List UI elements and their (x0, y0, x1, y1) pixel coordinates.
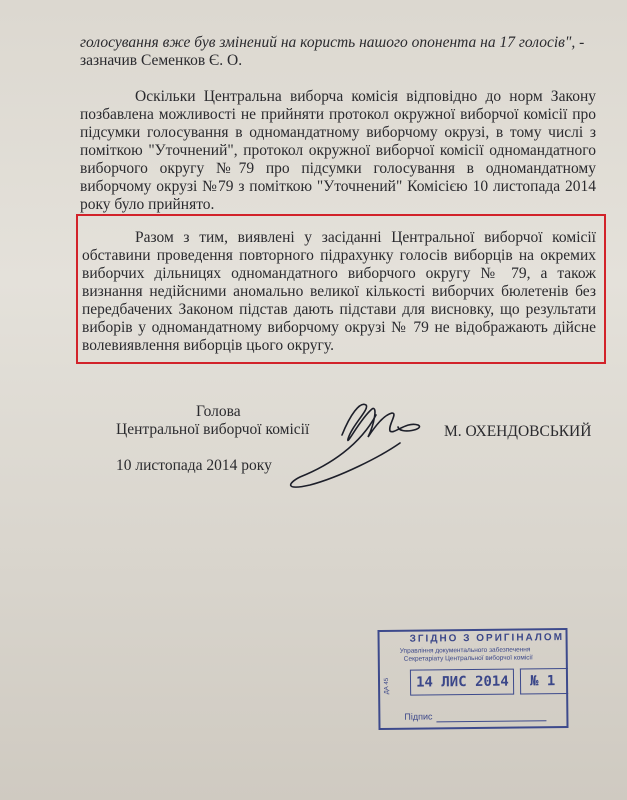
stamp-line-2: Секретаріату Центральної виборчої комісії (403, 654, 533, 663)
para1-line-7: року було прийнято. (80, 196, 215, 213)
para1-line-4: поміткою "Уточнений", протокол окружної виборчої комісії одномандатного (80, 142, 596, 159)
stamp-date: 14 ЛИС 2014 (415, 673, 509, 691)
para2-line-1: Разом з тим, виявлені у засіданні Центральної виборчої комісії (135, 229, 596, 246)
signatory-organization: Центральної виборчої комісії (116, 421, 310, 438)
stamp-signature-label: Підпис (404, 711, 433, 722)
para1-line-2: позбавлена можливості не прийняти протокол окружної виборчої комісії про (80, 106, 596, 123)
para2-line-2: обставини проведення повторного підрахунку голосів виборців на окремих (82, 247, 596, 264)
certification-stamp (377, 628, 568, 730)
para2-line-7: волевиявлення виборців цього округу. (82, 337, 334, 354)
para2-line-6: виборів у одномандатному виборчому окрузі № 79 не відображають дійсне (82, 319, 596, 336)
para1-line-6: виборчому окрузі №79 з поміткою "Уточнений" Комісією 10 листопада 2014 (80, 178, 596, 195)
signatory-name: М. ОХЕНДОВСЬКИЙ (444, 423, 592, 440)
para1-line-3: підсумки голосування в одномандатному виборчому окрузі, в тому числі з (80, 124, 596, 141)
stamp-side-code: ДА 45 (383, 677, 391, 695)
para2-line-4: визнання недійсними аномально великої кількості виборчих бюлетенів без (82, 283, 596, 300)
stamp-line-1: Управління документального забезпечення (399, 646, 531, 655)
stamp-signature-line (436, 720, 546, 722)
para2-line-3: виборчих дільницях одномандатного виборчого округу № 79, а також (82, 265, 596, 282)
para1-line-1: Оскільки Центральна виборча комісія відповідно до норм Закону (135, 88, 596, 105)
quote-line-1: голосування вже був змінений на користь нашого опонента на 17 голосів", - (80, 34, 585, 51)
document-date: 10 листопада 2014 року (116, 457, 272, 474)
quote-line-2: зазначив Семенков Є. О. (80, 52, 243, 69)
handwritten-signature (280, 395, 440, 495)
stamp-heading: ЗГІДНО З ОРИГІНАЛОМ (409, 632, 565, 645)
para2-line-5: передбачених Законом підстав дають підстави для висновку, що результати (82, 301, 596, 318)
stamp-number: № 1 (529, 673, 556, 690)
para1-line-5: виборчого округу №79 про підсумки голосування в одномандатному (80, 160, 596, 177)
signatory-title: Голова (196, 403, 241, 420)
